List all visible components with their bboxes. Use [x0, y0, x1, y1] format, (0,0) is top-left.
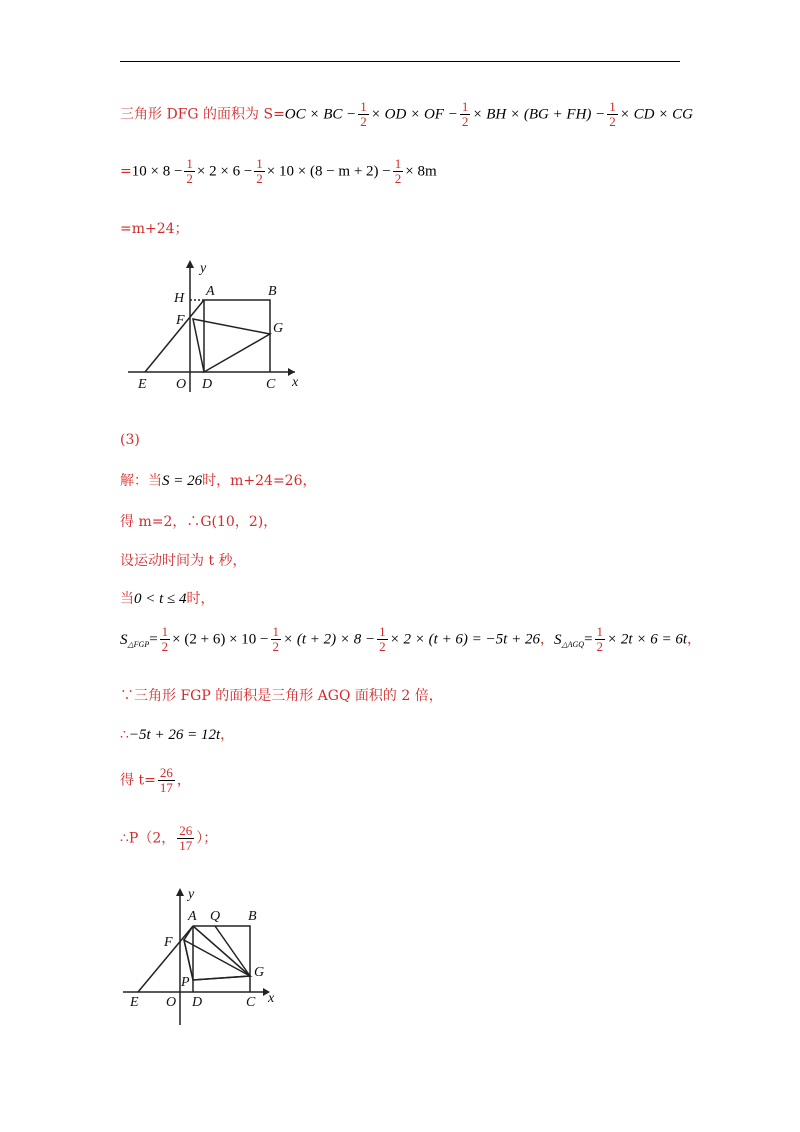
label-y: y	[188, 887, 195, 902]
label-e: E	[130, 995, 139, 1010]
half-fraction: $\frac{1}{2}$	[609, 99, 616, 129]
point-p-tail: ）；	[196, 830, 218, 847]
solution-lead: 解：当	[120, 473, 162, 489]
value-t-lead: 得 t=	[120, 772, 156, 789]
comma: ，	[539, 631, 554, 648]
fgp-term-2: × (t + 2) × 8 −	[283, 631, 376, 648]
line-ea	[145, 300, 204, 372]
fraction-26-17: $\frac{26}{17}$	[159, 765, 173, 795]
because-line: ∵三角形 FGP 的面积是三角形 AGQ 面积的 2 倍，	[120, 688, 443, 704]
label-q: Q	[210, 909, 221, 924]
solution-tail: 时，m+24=26，	[202, 473, 317, 489]
point-p-line	[120, 824, 217, 853]
label-c: C	[246, 995, 256, 1010]
label-g: G	[273, 321, 284, 336]
label-b: B	[268, 284, 277, 299]
agq-term: × 2t × 6 = 6t	[607, 631, 687, 648]
equals: =	[584, 631, 593, 648]
label-c: C	[266, 377, 276, 392]
half-fraction: $\frac{1}{2}$	[186, 156, 193, 186]
label-d: D	[192, 995, 203, 1010]
segment-fp	[184, 940, 193, 980]
figure-one	[120, 252, 320, 397]
area-expressions-line	[120, 625, 701, 654]
segment-qg	[215, 926, 250, 976]
label-a: A	[188, 909, 197, 924]
label-b: B	[248, 909, 257, 924]
label-d: D	[202, 377, 213, 392]
segment-fa	[184, 926, 193, 940]
segment-ag	[193, 926, 250, 976]
solution-line	[120, 470, 317, 490]
formula-term-a: OC × BC −	[284, 106, 357, 123]
area-result-line: =m+24；	[120, 221, 189, 237]
time-range-lead: 当	[120, 591, 134, 607]
equals: =	[149, 631, 158, 648]
label-y: y	[200, 261, 207, 276]
header-rule	[120, 61, 680, 62]
half-fraction: $\frac{1}{2}$	[161, 624, 169, 654]
label-x: x	[268, 991, 275, 1006]
area-substitution-line	[120, 157, 437, 186]
part-three-label: (3)	[120, 432, 140, 448]
time-range-tail: 时，	[186, 591, 215, 607]
formula-term-b: × OD × OF −	[370, 106, 458, 123]
s-fgp: $S_{\triangle FGP}$	[120, 631, 150, 649]
half-fraction: $\frac{1}{2}$	[379, 624, 386, 654]
half-fraction: $\frac{1}{2}$	[360, 99, 367, 129]
area-formula-line	[120, 100, 693, 129]
solution-math: S = 26	[162, 473, 203, 489]
half-fraction: $\frac{1}{2}$	[596, 624, 604, 654]
label-p: P	[181, 975, 190, 990]
equation: −5t + 26 = 12t	[128, 727, 221, 743]
rectangle-abcd	[204, 300, 270, 372]
time-variable-line: 设运动时间为 t 秒，	[120, 553, 247, 569]
half-fraction: $\frac{1}{2}$	[461, 99, 469, 129]
fgp-term-3: × 2 × (t + 6) = −5t + 26	[389, 631, 540, 648]
label-a: A	[206, 284, 215, 299]
comma: ，	[220, 727, 235, 743]
label-f: F	[164, 935, 173, 950]
therefore-symbol: ∴	[120, 727, 129, 743]
area-formula-prefix: 三角形 DFG 的面积为 S=	[120, 106, 285, 123]
value-t-line	[120, 766, 191, 795]
comma: ，	[176, 772, 191, 789]
time-range-line	[120, 588, 215, 608]
y-axis-arrow	[176, 888, 184, 896]
fraction-26-17: $\frac{26}{17}$	[179, 823, 193, 853]
fgp-term-1: × (2 + 6) × 10 −	[172, 631, 269, 648]
segment-pg	[193, 976, 250, 980]
label-g: G	[254, 965, 265, 980]
half-fraction: $\frac{1}{2}$	[272, 624, 279, 654]
substitution-b: × 2 × 6 −	[196, 163, 253, 180]
value-m-line: 得 m=2，∴G(10，2)，	[120, 514, 278, 530]
s-agq: $S_{\triangle AGQ}$	[553, 631, 585, 649]
therefore-line	[120, 724, 234, 744]
point-p-lead: ∴P（2，	[120, 830, 176, 847]
substitution-c: × 10 × (8 − m + 2) −	[266, 163, 391, 180]
label-o: O	[176, 377, 187, 392]
formula-term-d: × CD × CG	[619, 106, 693, 123]
y-axis-arrow	[186, 260, 194, 268]
figure-two	[118, 880, 288, 1030]
label-o: O	[166, 995, 177, 1010]
formula-term-c: × BH × (BG + FH) −	[472, 106, 606, 123]
time-range-math: 0 < t ≤ 4	[134, 591, 187, 607]
label-e: E	[138, 377, 147, 392]
substitution-a: 10 × 8 −	[131, 163, 183, 180]
half-fraction: $\frac{1}{2}$	[394, 156, 402, 186]
comma: ，	[686, 631, 701, 648]
substitution-d: × 8m	[405, 163, 437, 180]
label-f: F	[176, 313, 185, 328]
label-h: H	[174, 291, 185, 306]
substitution-prefix: =	[120, 163, 132, 180]
label-x: x	[292, 375, 299, 390]
half-fraction: $\frac{1}{2}$	[256, 156, 263, 186]
triangle-fgp	[184, 940, 250, 980]
